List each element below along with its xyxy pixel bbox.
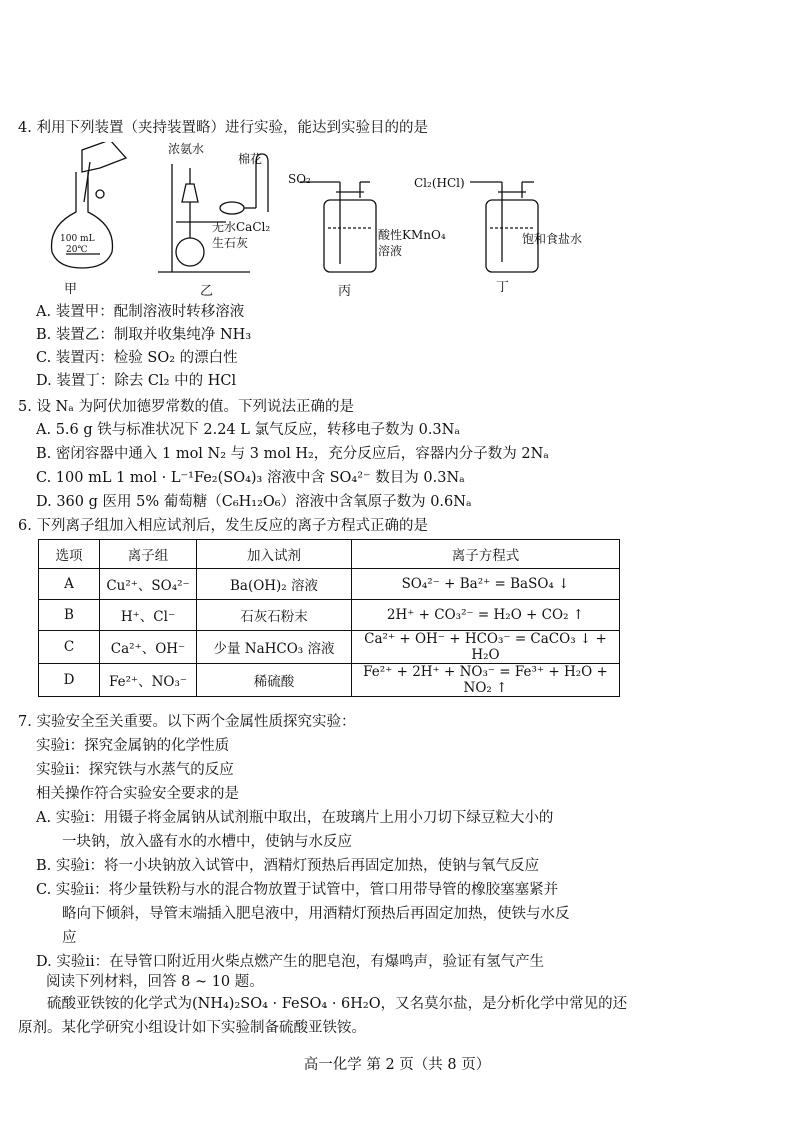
header-option: 选项 [39, 540, 100, 569]
table-row [39, 569, 620, 600]
q5-option-a: A. 5.6 g 铁与标准状况下 2.24 L 氯气反应，转移电子数为 0.3Nₐ [36, 422, 460, 438]
apparatus-figure [40, 142, 640, 302]
solution-label: 溶液 [378, 244, 403, 258]
row-option: B [39, 600, 100, 631]
cotton-label: 棉花 [238, 152, 263, 166]
q5-option-c: C. 100 mL 1 mol · L⁻¹Fe₂(SO₄)₃ 溶液中含 SO₄²⁻ 数目为 0.3Nₐ [36, 470, 465, 486]
table-row [39, 600, 620, 631]
caption-bing: 丙 [338, 284, 352, 299]
row-reagent: 稀硫酸 [197, 664, 352, 697]
row-option: D [39, 664, 100, 697]
q5-option-b: B. 密闭容器中通入 1 mol N₂ 与 3 mol H₂，充分反应后，容器内分子数为 2Nₐ [36, 446, 549, 462]
q7-option-b: B. 实验ⅰ：将一小块钠放入试管中，酒精灯预热后再固定加热，使钠与氧气反应 [36, 858, 540, 874]
q7-question: 相关操作符合实验安全要求的是 [36, 786, 239, 802]
row-equation: Fe²⁺ + 2H⁺ + NO₃⁻ = Fe³⁺ + H₂O + NO₂ ↑ [352, 664, 620, 697]
q7-experiment-2: 实验ⅱ：探究铁与水蒸气的反应 [36, 762, 234, 778]
q7-option-d: D. 实验ⅱ：在导管口附近用火柴点燃产生的肥皂泡，有爆鸣声，验证有氢气产生 [36, 954, 545, 970]
q7-option-a-line1: A. 实验ⅰ：用镊子将金属钠从试剂瓶中取出，在玻璃片上用小刀切下绿豆粒大小的 [36, 810, 554, 826]
table-row [39, 631, 620, 664]
header-ion-group: 离子组 [100, 540, 197, 569]
row-ion-group: H⁺、Cl⁻ [100, 600, 197, 631]
reading-material: 硫酸亚铁铵的化学式为(NH₄)₂SO₄ · FeSO₄ · 6H₂O，又名莫尔盐，是分析化学中常见的还原剂。某化学研究小组设计如下实验制备硫酸亚铁铵。 [18, 996, 628, 1036]
table-header-row [39, 540, 620, 569]
row-equation: Ca²⁺ + OH⁻ + HCO₃⁻ = CaCO₃ ↓ + H₂O [352, 631, 620, 664]
ammonia-label: 浓氨水 [168, 142, 205, 156]
q7-option-a-line2: 一块钠，放入盛有水的水槽中，使钠与水反应 [62, 834, 352, 850]
row-ion-group: Fe²⁺、NO₃⁻ [100, 664, 197, 697]
caption-ding: 丁 [496, 280, 510, 295]
reading-intro: 阅读下列材料，回答 8 ~ 10 题。 [46, 974, 264, 990]
q4-option-b: B. 装置乙：制取并收集纯净 NH₃ [36, 327, 252, 343]
row-ion-group: Cu²⁺、SO₄²⁻ [100, 569, 197, 600]
flask-temp-label: 20℃ [66, 245, 88, 255]
row-option: A [39, 569, 100, 600]
row-ion-group: Ca²⁺、OH⁻ [100, 631, 197, 664]
row-option: C [39, 631, 100, 664]
lime-label: 生石灰 [212, 236, 249, 250]
q7-option-c-line2: 略向下倾斜，导管末端插入肥皂液中，用酒精灯预热后再固定加热，使铁与水反 [62, 906, 570, 922]
q7-experiment-1: 实验ⅰ：探究金属钠的化学性质 [36, 738, 230, 754]
q4-option-a: A. 装置甲：配制溶液时转移溶液 [36, 304, 245, 320]
q4-option-d: D. 装置丁：除去 Cl₂ 中的 HCl [36, 373, 237, 389]
page-footer: 高一化学 第 2 页（共 8 页） [303, 1057, 491, 1073]
caption-yi: 乙 [200, 284, 214, 299]
q5-option-d: D. 360 g 医用 5% 葡萄糖（C₆H₁₂O₆）溶液中含氧原子数为 0.6Nₐ [36, 494, 472, 510]
q4-stem: 4. 利用下列装置（夹持装置略）进行实验，能达到实验目的的是 [18, 120, 428, 136]
ion-equation-table [38, 539, 620, 697]
kmno4-label: 酸性KMnO₄ [378, 228, 446, 242]
q4-option-c: C. 装置丙：检验 SO₂ 的漂白性 [36, 350, 238, 366]
header-equation: 离子方程式 [352, 540, 620, 569]
row-reagent: 少量 NaHCO₃ 溶液 [197, 631, 352, 664]
caption-jia: 甲 [64, 282, 78, 297]
brine-label: 饱和食盐水 [522, 232, 583, 246]
cacl2-label: 无水CaCl₂ [212, 220, 271, 234]
q7-option-c-line1: C. 实验ⅱ：将少量铁粉与水的混合物放置于试管中，管口用带导管的橡胶塞塞紧并 [36, 882, 559, 898]
q6-stem: 6. 下列离子组加入相应试剂后，发生反应的离子方程式正确的是 [18, 518, 428, 534]
header-reagent: 加入试剂 [197, 540, 352, 569]
row-equation: SO₄²⁻ + Ba²⁺ = BaSO₄ ↓ [352, 569, 620, 600]
q7-stem: 7. 实验安全至关重要。以下两个金属性质探究实验： [18, 714, 356, 730]
flask-volume-label: 100 mL [60, 234, 95, 244]
q7-option-c-line3: 应 [62, 930, 77, 946]
cl2-hcl-label: Cl₂(HCl) [414, 176, 465, 190]
apparatus-drawing [40, 142, 640, 302]
row-reagent: Ba(OH)₂ 溶液 [197, 569, 352, 600]
so2-label: SO₂ [288, 172, 311, 186]
table-row [39, 664, 620, 697]
row-reagent: 石灰石粉末 [197, 600, 352, 631]
q5-stem: 5. 设 Nₐ 为阿伏加德罗常数的值。下列说法正确的是 [18, 399, 354, 415]
row-equation: 2H⁺ + CO₃²⁻ = H₂O + CO₂ ↑ [352, 600, 620, 631]
